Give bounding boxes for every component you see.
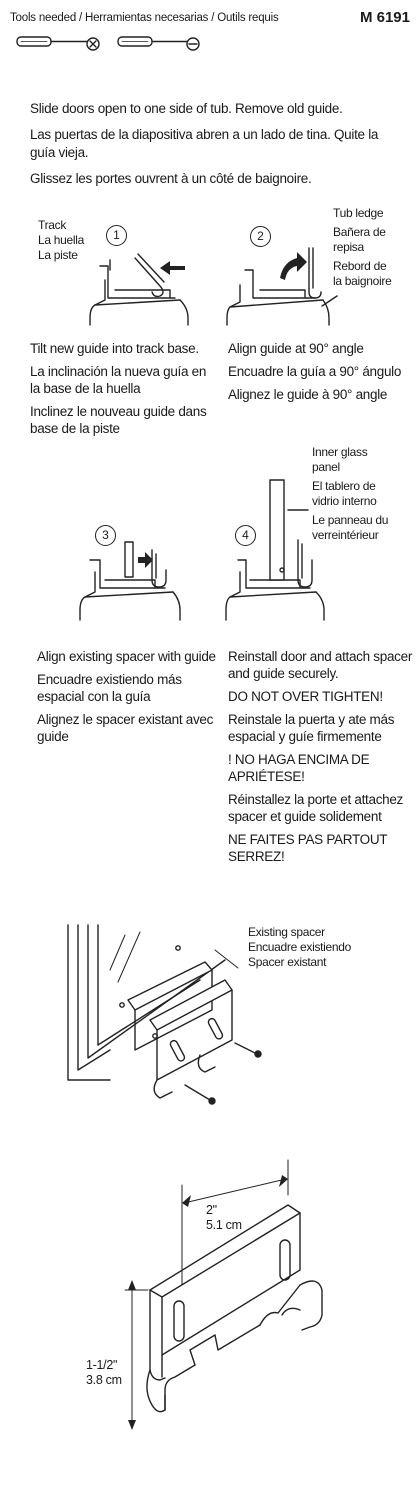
screwdriver-icon xyxy=(0,0,420,80)
intro-fr: Glissez les portes ouvrent à un côté de baignoire. xyxy=(30,171,312,186)
inner-glass-label: Inner glass panel El tablero de vidrio interno Le panneau du verreintérieur xyxy=(312,445,389,542)
intro-instructions xyxy=(30,100,400,196)
model-number: M 6191 xyxy=(359,9,410,26)
step-number-4: 4 xyxy=(235,525,256,546)
step4-diagram xyxy=(200,470,400,650)
step-number-2: 2 xyxy=(250,226,271,247)
intro-es: Las puertas de la diapositiva abren a un lado de tina. Quite la guía vieja. xyxy=(30,127,379,160)
height-dimension-label: 1-1/2" 3.8 cm xyxy=(86,1358,122,1387)
tools-needed-label: Tools needed / Herramientas necesarias / Outils requis xyxy=(10,12,279,24)
step3-text: Align existing spacer with guide Encuadre existiendo más espacial con la guía Alignez le spacer existant avec guide xyxy=(37,649,216,744)
width-dimension-label: 2" 5.1 cm xyxy=(206,1203,242,1232)
step1-text: Tilt new guide into track base. La inclinación la nueva guía en la base de la huella Inclinez le nouveau guide dans base de la piste xyxy=(30,341,207,436)
track-label: Track La huella La piste xyxy=(38,218,85,262)
intro-en: Slide doors open to one side of tub. Remove old guide. xyxy=(30,101,343,116)
tub-ledge-label: Tub ledge Bañera de repisa Rebord de la baignoire xyxy=(333,206,392,288)
existing-spacer-label: Existing spacer Encuadre existiendo Spacer existant xyxy=(248,925,352,969)
spacer-assembly-diagram xyxy=(0,920,420,1160)
step4-text: Reinstall door and attach spacer and guide securely. DO NOT OVER TIGHTEN! Reinstale la puerta y ate más espacial y guíe firmemente ! NO HAGA ENCIMA DE APRIÉTESE! Réinstallez la porte et attachez spacer et guide solidement NE FAITES PAS PARTOUT SERREZ! xyxy=(228,649,413,864)
step-number-3: 3 xyxy=(95,525,116,546)
step2-text: Align guide at 90° angle Encuadre la guía a 90° ángulo Alignez le guide à 90° angle xyxy=(228,341,402,402)
step-number-1: 1 xyxy=(106,225,127,246)
